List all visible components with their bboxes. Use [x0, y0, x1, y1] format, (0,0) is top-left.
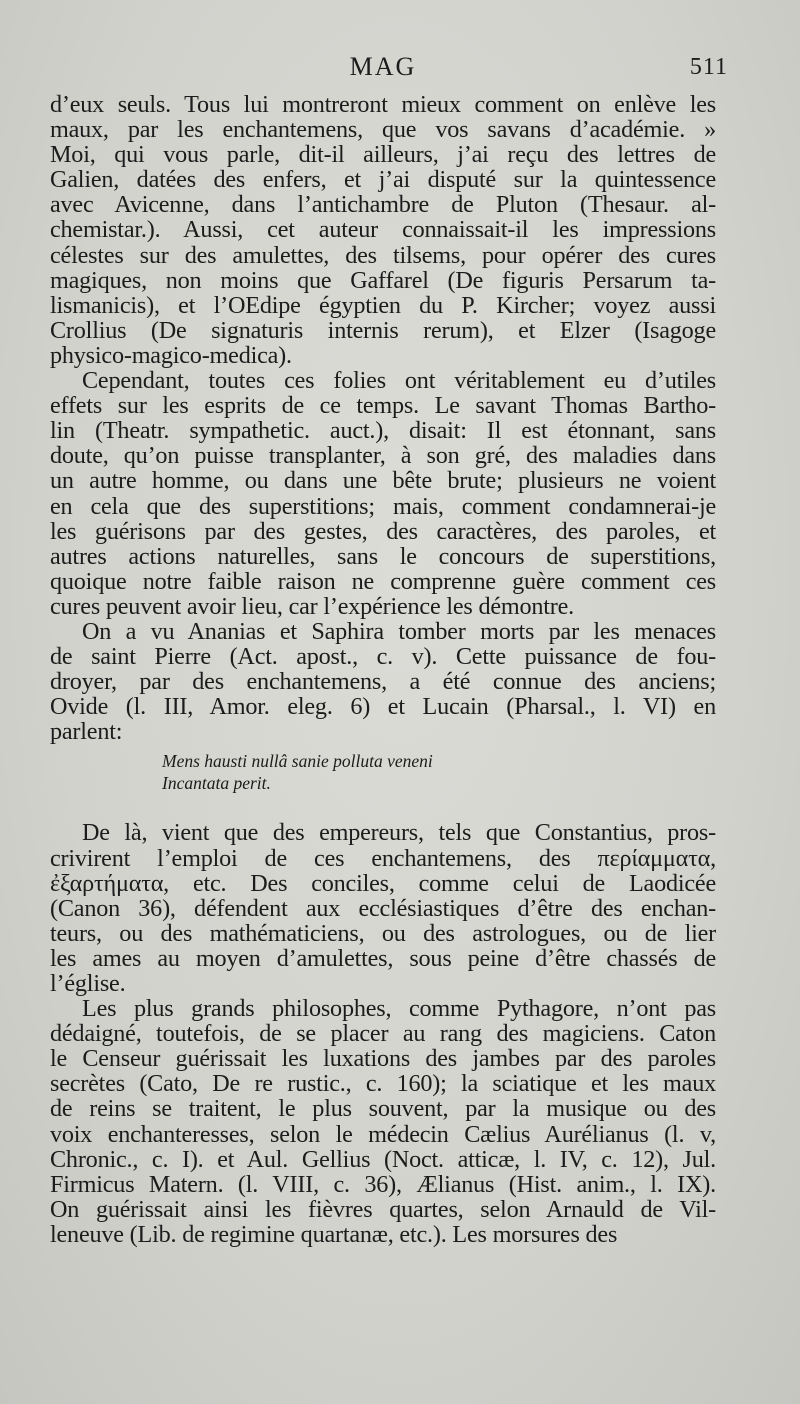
text-line: autres actions naturelles, sans le concours de superstitions, — [50, 542, 716, 570]
paragraph — [50, 619, 716, 744]
text-line: Galien, datées des enfers, et j’ai disputé sur la quintessence — [50, 166, 716, 194]
body-text-top — [50, 92, 716, 744]
paragraph — [50, 92, 716, 368]
text-line: chemistar.). Aussi, cet auteur connaissait-il les impressions — [50, 216, 716, 244]
text-line: un autre homme, ou dans une bête brute; plusieurs ne voient — [50, 467, 716, 495]
text-line: droyer, par des enchantemens, a été connue des anciens; — [50, 668, 716, 696]
text-line: en cela que des superstitions; mais, comment condamnerai-je — [50, 492, 716, 520]
paragraph — [50, 368, 716, 619]
text-line: Firmicus Matern. (l. VIII, c. 36), Ælianus (Hist. anim., l. IX). — [50, 1170, 716, 1198]
verse-quotation — [162, 750, 716, 794]
body-text-bottom — [50, 820, 716, 1247]
text-line: ἐξαρτήματα, etc. Des conciles, comme celui de Laodicée — [50, 869, 716, 897]
text-line: teurs, ou des mathématiciens, ou des astrologues, ou de lier — [50, 919, 716, 947]
text-line: effets sur les esprits de ce temps. Le savant Thomas Bartho- — [50, 392, 716, 420]
text-line: quoique notre faible raison ne comprenne guère comment ces — [50, 567, 716, 595]
paragraph — [50, 996, 716, 1247]
text-line: célestes sur des amulettes, des tilsems, pour opérer des cures — [50, 241, 716, 269]
text-line: De là, vient que des empereurs, tels que Constantius, pros- — [82, 819, 716, 847]
verse-line: Incantata perit. — [162, 773, 271, 794]
text-line: On a vu Ananias et Saphira tomber morts par les menaces — [82, 617, 716, 645]
running-head — [50, 52, 728, 92]
text-line: de saint Pierre (Act. apost., c. v). Cette puissance de fou- — [50, 643, 716, 671]
text-line: physico-magico-medica). — [50, 341, 292, 369]
text-line: les guérisons par des gestes, des caractères, des paroles, et — [50, 517, 716, 545]
text-line: le Censeur guérissait les luxations des jambes par des paroles — [50, 1045, 716, 1073]
text-line: cures peuvent avoir lieu, car l’expérience les démontre. — [50, 592, 575, 620]
text-line: Crollius (De signaturis internis rerum), et Elzer (Isagoge — [50, 316, 716, 344]
text-line: l’église. — [50, 970, 126, 997]
text-line: les ames au moyen d’amulettes, sous peine d’être chassés de — [50, 944, 716, 972]
text-line: parlent: — [50, 718, 123, 746]
text-line: Cependant, toutes ces folies ont véritablement eu d’utiles — [82, 367, 716, 395]
verse-line: Mens hausti nullâ sanie polluta veneni — [162, 751, 433, 772]
text-line: de reins se traitent, le plus souvent, par la musique ou des — [50, 1095, 716, 1123]
text-line: lin (Theatr. sympathetic. auct.), disait: Il est étonnant, sans — [50, 417, 716, 445]
text-line: Ovide (l. III, Amor. eleg. 6) et Lucain (Pharsal., l. VI) en — [50, 693, 716, 721]
text-line: voix enchanteresses, selon le médecin Cælius Aurélianus (l. v, — [50, 1120, 716, 1148]
paragraph — [50, 820, 716, 996]
text-line: magiques, non moins que Gaffarel (De figuris Persarum ta- — [50, 266, 716, 294]
text-line: leneuve (Lib. de regimine quartanæ, etc.). Les morsures des — [50, 1220, 618, 1248]
text-line: Les plus grands philosophes, comme Pythagore, n’ont pas — [82, 995, 716, 1023]
text-line: dédaigné, toutefois, de se placer au rang des magiciens. Caton — [50, 1020, 716, 1048]
text-line: doute, qu’on puisse transplanter, à son gré, des maladies dans — [50, 442, 716, 470]
text-line: Chronic., c. I). et Aul. Gellius (Noct. atticæ, l. IV, c. 12), Jul. — [50, 1145, 716, 1173]
text-line: On guérissait ainsi les fièvres quartes, selon Arnauld de Vil- — [50, 1195, 716, 1223]
text-line: d’eux seuls. Tous lui montreront mieux comment on enlève les — [50, 91, 716, 118]
text-line: lismanicis), et l’OEdipe égyptien du P. Kircher; voyez aussi — [50, 291, 716, 319]
text-line: (Canon 36), défendent aux ecclésiastiques d’être des enchan- — [50, 894, 716, 922]
text-line: secrètes (Cato, De re rustic., c. 160); la sciatique et les maux — [50, 1070, 716, 1098]
text-line: maux, par les enchantemens, que vos savans d’académie. » — [50, 116, 716, 144]
page-number: 511 — [689, 54, 728, 80]
text-line: crivirent l’emploi de ces enchantemens, des περίαμματα, — [50, 844, 716, 872]
running-head-title: MAG — [349, 52, 417, 81]
text-line: avec Avicenne, dans l’antichambre de Pluton (Thesaur. al- — [50, 191, 716, 219]
text-line: Moi, qui vous parle, dit-il ailleurs, j’ai reçu des lettres de — [50, 141, 716, 169]
